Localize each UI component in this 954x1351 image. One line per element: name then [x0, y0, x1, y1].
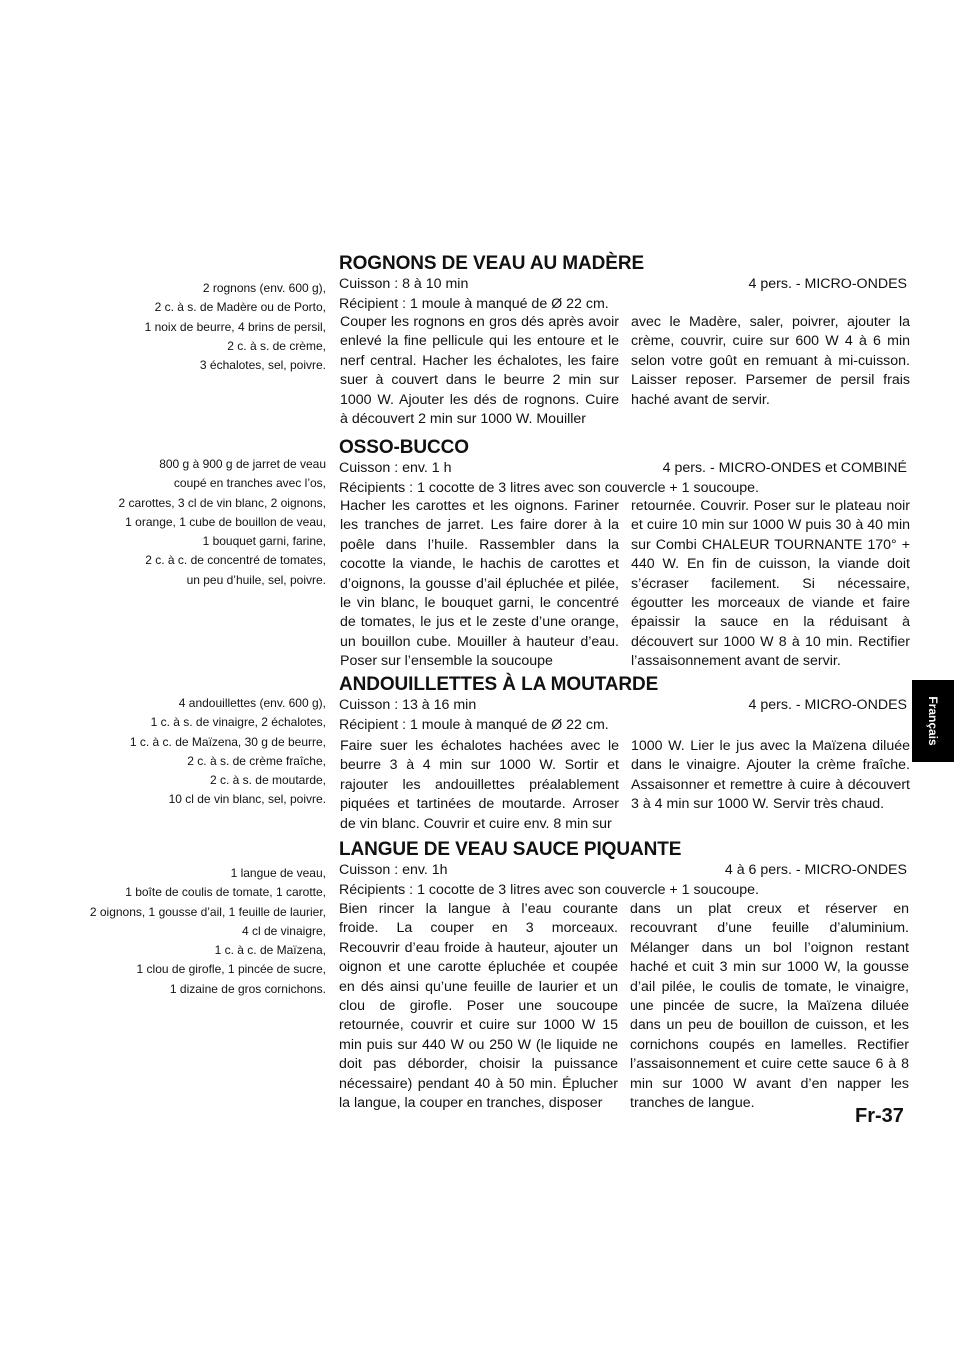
text-line: enlevé la fine pellicule qui les entoure et le — [340, 333, 619, 350]
ingredient-line: 2 c. à s. de moutarde, — [209, 773, 326, 788]
ingredient-line: 1 c. à s. de vinaigre, 2 échalotes, — [150, 715, 326, 730]
text-line: oignon et une carotte épluchée et coupée — [339, 959, 618, 976]
text-line: en dés ainsi qu’une feuille de laurier et un — [339, 978, 618, 995]
text-line: selon votre goût en remuant à mi-cuisson. — [631, 352, 910, 369]
text-line: cornichons coupés en lamelles. Rectifier — [630, 1036, 909, 1053]
text-line: égoutter les morceaux de viande et faire — [631, 594, 910, 611]
text-line: piquées et tartinées de moutarde. Arroser — [340, 796, 619, 813]
text-line: la langue, la couper en tranches, disposer — [339, 1094, 603, 1111]
text-line: Couper les rognons en gros dés après avoir — [340, 314, 619, 330]
text-line: crème, couvrir, cuire sur 600 W 4 à 6 min — [631, 333, 910, 350]
ingredients-list — [26, 279, 326, 375]
recipe-title: ROGNONS DE VEAU AU MADÈRE — [339, 253, 645, 274]
ingredient-line: 3 échalotes, sel, poivre. — [199, 358, 326, 373]
text-line: doit pas déborder, choisir la puissance — [339, 1056, 618, 1073]
text-line: Bien rincer la langue à l’eau courante — [339, 901, 618, 917]
ingredient-line: 1 noix de beurre, 4 brins de persil, — [144, 319, 326, 334]
text-line: Assaisonner et remettre à cuire à découvert — [631, 776, 910, 793]
text-line: min puis sur 440 W ou 250 W (le liquide ne — [339, 1036, 618, 1053]
vessel-info: Récipient : 1 moule à manqué de Ø 22 cm. — [339, 296, 609, 312]
instructions-column-2 — [630, 900, 909, 1113]
text-line: Recouvrir d’eau froide à hauteur, ajouter un — [339, 939, 618, 956]
text-line: tranches de langue. — [630, 1094, 755, 1111]
vessel-info: Récipients : 1 cocotte de 3 litres avec son couvercle + 1 soucoupe. — [339, 882, 759, 898]
text-line: clou de girofle. Poser une soucoupe — [339, 997, 618, 1014]
text-line: 440 W. En fin de cuisson, la viande doit — [631, 556, 910, 573]
vessel-info: Récipients : 1 cocotte de 3 litres avec son couvercle + 1 soucoupe. — [339, 480, 759, 496]
ingredient-line: 800 g à 900 g de jarret de veau — [159, 457, 326, 471]
text-line: Poser sur l’ensemble la soucoupe — [340, 653, 553, 670]
ingredient-line: coupé en tranches avec l’os, — [173, 476, 326, 491]
instructions-column-2 — [631, 497, 910, 672]
text-line: découvert sur 1000 W 8 à 10 min. Rectifier — [631, 633, 910, 650]
instructions-column-2 — [631, 313, 910, 410]
text-line: Laisser reposer. Parsemer de persil frais — [631, 372, 910, 389]
ingredients-list — [26, 455, 326, 590]
text-line: 3 à 4 min sur 1000 W. Servir très chaud. — [631, 796, 885, 813]
text-line: avec le Madère, saler, poivrer, ajouter la — [631, 314, 910, 330]
ingredient-line: 2 oignons, 1 gousse d’ail, 1 feuille de laurier, — [89, 904, 326, 919]
instructions-column-2 — [631, 737, 910, 815]
ingredient-line: 2 c. à s. de Madère ou de Porto, — [154, 300, 326, 315]
servings-mode: 4 pers. - MICRO-ONDES — [748, 697, 907, 713]
text-line: le vin blanc, le bouquet garni, le concentré — [340, 594, 619, 611]
language-tab — [912, 680, 954, 762]
language-tab-label: Français — [926, 696, 940, 746]
text-line: s’écraser facilement. Si nécessaire, — [631, 575, 910, 592]
ingredient-line: 1 c. à c. de Maïzena, 30 g de beurre, — [129, 734, 326, 749]
ingredient-line: 2 carottes, 3 cl de vin blanc, 2 oignons, — [118, 495, 326, 510]
text-line: d’ail pilée, le coulis de tomate, le vinaigre, — [630, 978, 909, 995]
text-line: haché et cuit 3 min sur 1000 W, la gousse — [630, 959, 909, 976]
text-line: beurre 3 à 4 min sur 1000 W. Sortir et — [340, 757, 619, 774]
servings-mode: 4 à 6 pers. - MICRO-ONDES — [724, 862, 907, 878]
text-line: sur Combi CHALEUR TOURNANTE 170° + — [631, 536, 910, 553]
ingredient-line: 1 clou de girofle, 1 pincée de sucre, — [136, 962, 326, 977]
text-line: d’oignons, la gousse d’ail épluchée et pilée, — [340, 575, 619, 592]
ingredients-list — [26, 864, 326, 999]
servings-mode: 4 pers. - MICRO-ONDES — [748, 276, 907, 292]
text-line: les tranches de jarret. Les faire dorer à la — [340, 517, 619, 534]
text-line: et cuire 10 min sur 1000 W puis 30 à 40 min — [631, 517, 910, 534]
ingredient-line: 1 orange, 1 cube de bouillon de veau, — [125, 514, 326, 529]
text-line: un bouillon cube. Mouiller à hauteur d’eau. — [340, 633, 619, 650]
text-line: rajouter les andouillettes préalablement — [340, 776, 619, 793]
text-line: min sur 1000 W avant d’en napper les — [630, 1075, 909, 1092]
text-line: dans un peu de bouillon de cuisson, et les — [630, 1017, 909, 1034]
text-line: l’assaisonnement avant de servir. — [631, 653, 841, 670]
text-line: Faire suer les échalotes hachées avec le — [340, 738, 619, 754]
cooking-time: Cuisson : env. 1 h — [339, 460, 452, 476]
text-line: épaissir la sauce en la réduisant à — [631, 614, 910, 631]
ingredient-line: 1 langue de veau, — [230, 866, 326, 880]
text-line: nécessaire) pendant 40 à 50 min. Éplucher — [339, 1075, 618, 1092]
text-line: Hacher les carottes et les oignons. Fariner — [340, 498, 619, 514]
text-line: à découvert 2 min sur 1000 W. Mouiller — [340, 410, 587, 427]
text-line: haché avant de servir. — [631, 391, 770, 408]
text-line: poêle dans l’huile. Rassembler dans la — [340, 536, 619, 553]
ingredients-list — [26, 694, 326, 810]
recipe-title: ANDOUILLETTES À LA MOUTARDE — [339, 674, 659, 695]
ingredient-line: 4 cl de vinaigre, — [241, 923, 326, 938]
ingredient-line: 1 boîte de coulis de tomate, 1 carotte, — [125, 885, 326, 900]
text-line: 1000 W. Ajouter les dés de rognons. Cuire — [340, 391, 619, 408]
ingredient-line: 1 dizaine de gros cornichons. — [169, 981, 326, 996]
text-line: une pincée de sucre, la Maïzena diluée — [630, 997, 909, 1014]
ingredient-line: 2 c. à s. de crème fraîche, — [187, 753, 326, 768]
text-line: 1000 W. Lier le jus avec la Maïzena diluée — [631, 738, 910, 754]
text-line: retournée, couvrir et cuire sur 1000 W 15 — [339, 1017, 618, 1034]
instructions-column-1 — [340, 737, 619, 834]
ingredient-line: 4 andouillettes (env. 600 g), — [178, 696, 326, 710]
recipe-title: OSSO-BUCCO — [339, 437, 469, 458]
ingredient-line: 2 rognons (env. 600 g), — [202, 281, 326, 295]
cooking-time: Cuisson : env. 1h — [339, 862, 448, 878]
text-line: cocotte la viande, le hachis de carottes et — [340, 556, 619, 573]
ingredient-line: 1 bouquet garni, farine, — [202, 534, 326, 549]
text-line: Mélanger dans un bol l’oignon restant — [630, 939, 909, 956]
instructions-column-1 — [340, 497, 619, 672]
cooking-time: Cuisson : 13 à 16 min — [339, 697, 477, 713]
ingredient-line: un peu d’huile, sel, poivre. — [186, 572, 326, 587]
text-line: l’assaisonnement et cuire cette sauce 6 à 8 — [630, 1056, 909, 1073]
instructions-column-1 — [339, 900, 618, 1113]
ingredient-line: 2 c. à s. de crème, — [227, 338, 326, 353]
text-line: recouvrant d’une feuille d’aluminium. — [630, 920, 909, 937]
cooking-time: Cuisson : 8 à 10 min — [339, 276, 469, 292]
ingredient-line: 1 c. à c. de Maïzena, — [214, 943, 326, 958]
text-line: de tomates, le jus et le zeste d’une orange, — [340, 614, 619, 631]
servings-mode: 4 pers. - MICRO-ONDES et COMBINÉ — [662, 460, 907, 476]
text-line: nerf central. Hacher les échalotes, les faire — [340, 352, 619, 369]
text-line: de vin blanc. Couvrir et cuire env. 8 min sur — [340, 815, 612, 832]
text-line: dans le vinaigre. Ajouter la crème fraîche. — [631, 757, 910, 774]
text-line: suer à couvert dans le beurre 2 min sur — [340, 372, 619, 389]
text-line: froide. La couper en 3 morceaux. — [339, 920, 618, 937]
ingredient-line: 10 cl de vin blanc, sel, poivre. — [168, 792, 326, 807]
ingredient-line: 2 c. à c. de concentré de tomates, — [145, 553, 326, 568]
recipe-title: LANGUE DE VEAU SAUCE PIQUANTE — [339, 839, 682, 860]
instructions-column-1 — [340, 313, 619, 429]
text-line: retournée. Couvrir. Poser sur le plateau noir — [631, 498, 910, 514]
page-number: Fr-37 — [855, 1105, 904, 1127]
text-line: dans un plat creux et réserver en — [630, 901, 909, 917]
vessel-info: Récipient : 1 moule à manqué de Ø 22 cm. — [339, 717, 609, 733]
